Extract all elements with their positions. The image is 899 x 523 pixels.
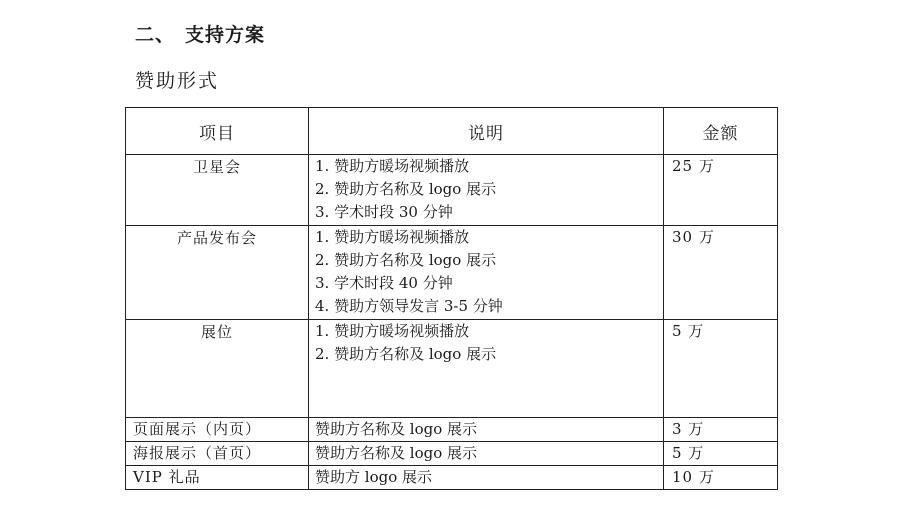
- item-cell: 产品发布会: [126, 226, 309, 320]
- description-line: 1. 赞助方暖场视频播放: [315, 228, 470, 246]
- amount-cell: 3 万: [664, 418, 778, 442]
- section-title: 支持方案: [185, 24, 266, 46]
- table-row: [126, 155, 778, 226]
- amount-cell: 25 万: [664, 155, 778, 226]
- description-line: 1. 赞助方暖场视频播放: [315, 322, 470, 340]
- description-cell: [309, 155, 664, 226]
- header-description: 说明: [309, 108, 664, 155]
- description-cell: 赞助方名称及 logo 展示: [309, 442, 664, 466]
- header-amount: 金额: [664, 108, 778, 155]
- table-header-row: [126, 108, 778, 155]
- amount-cell: 10 万: [664, 466, 778, 490]
- subheading: 赞助形式: [135, 70, 220, 92]
- item-cell: 页面展示（内页）: [126, 418, 309, 442]
- description-cell: 赞助方名称及 logo 展示: [309, 418, 664, 442]
- description-line: 4. 赞助方领导发言 3-5 分钟: [315, 297, 503, 315]
- item-cell: VIP 礼品: [126, 466, 309, 490]
- item-cell: 海报展示（首页）: [126, 442, 309, 466]
- header-item: 项目: [126, 108, 309, 155]
- description-line: 2. 赞助方名称及 logo 展示: [315, 251, 497, 269]
- description-line: 2. 赞助方名称及 logo 展示: [315, 180, 497, 198]
- table-row: [126, 226, 778, 320]
- item-cell: 展位: [126, 320, 309, 418]
- item-cell: 卫星会: [126, 155, 309, 226]
- description-line: 2. 赞助方名称及 logo 展示: [315, 345, 497, 363]
- table-row: [126, 466, 778, 490]
- table-row: [126, 442, 778, 466]
- description-line: 1. 赞助方暖场视频播放: [315, 157, 470, 175]
- description-cell: [309, 226, 664, 320]
- description-line: 3. 学术时段 40 分钟: [315, 274, 453, 292]
- amount-cell: 30 万: [664, 226, 778, 320]
- description-line: 3. 学术时段 30 分钟: [315, 203, 453, 221]
- sponsorship-table: [125, 107, 778, 490]
- amount-cell: 5 万: [664, 320, 778, 418]
- amount-cell: 5 万: [664, 442, 778, 466]
- table-row: [126, 418, 778, 442]
- description-cell: 赞助方 logo 展示: [309, 466, 664, 490]
- section-heading: [135, 20, 265, 47]
- table-row: [126, 320, 778, 418]
- section-number: 二、: [135, 24, 176, 46]
- description-cell: [309, 320, 664, 418]
